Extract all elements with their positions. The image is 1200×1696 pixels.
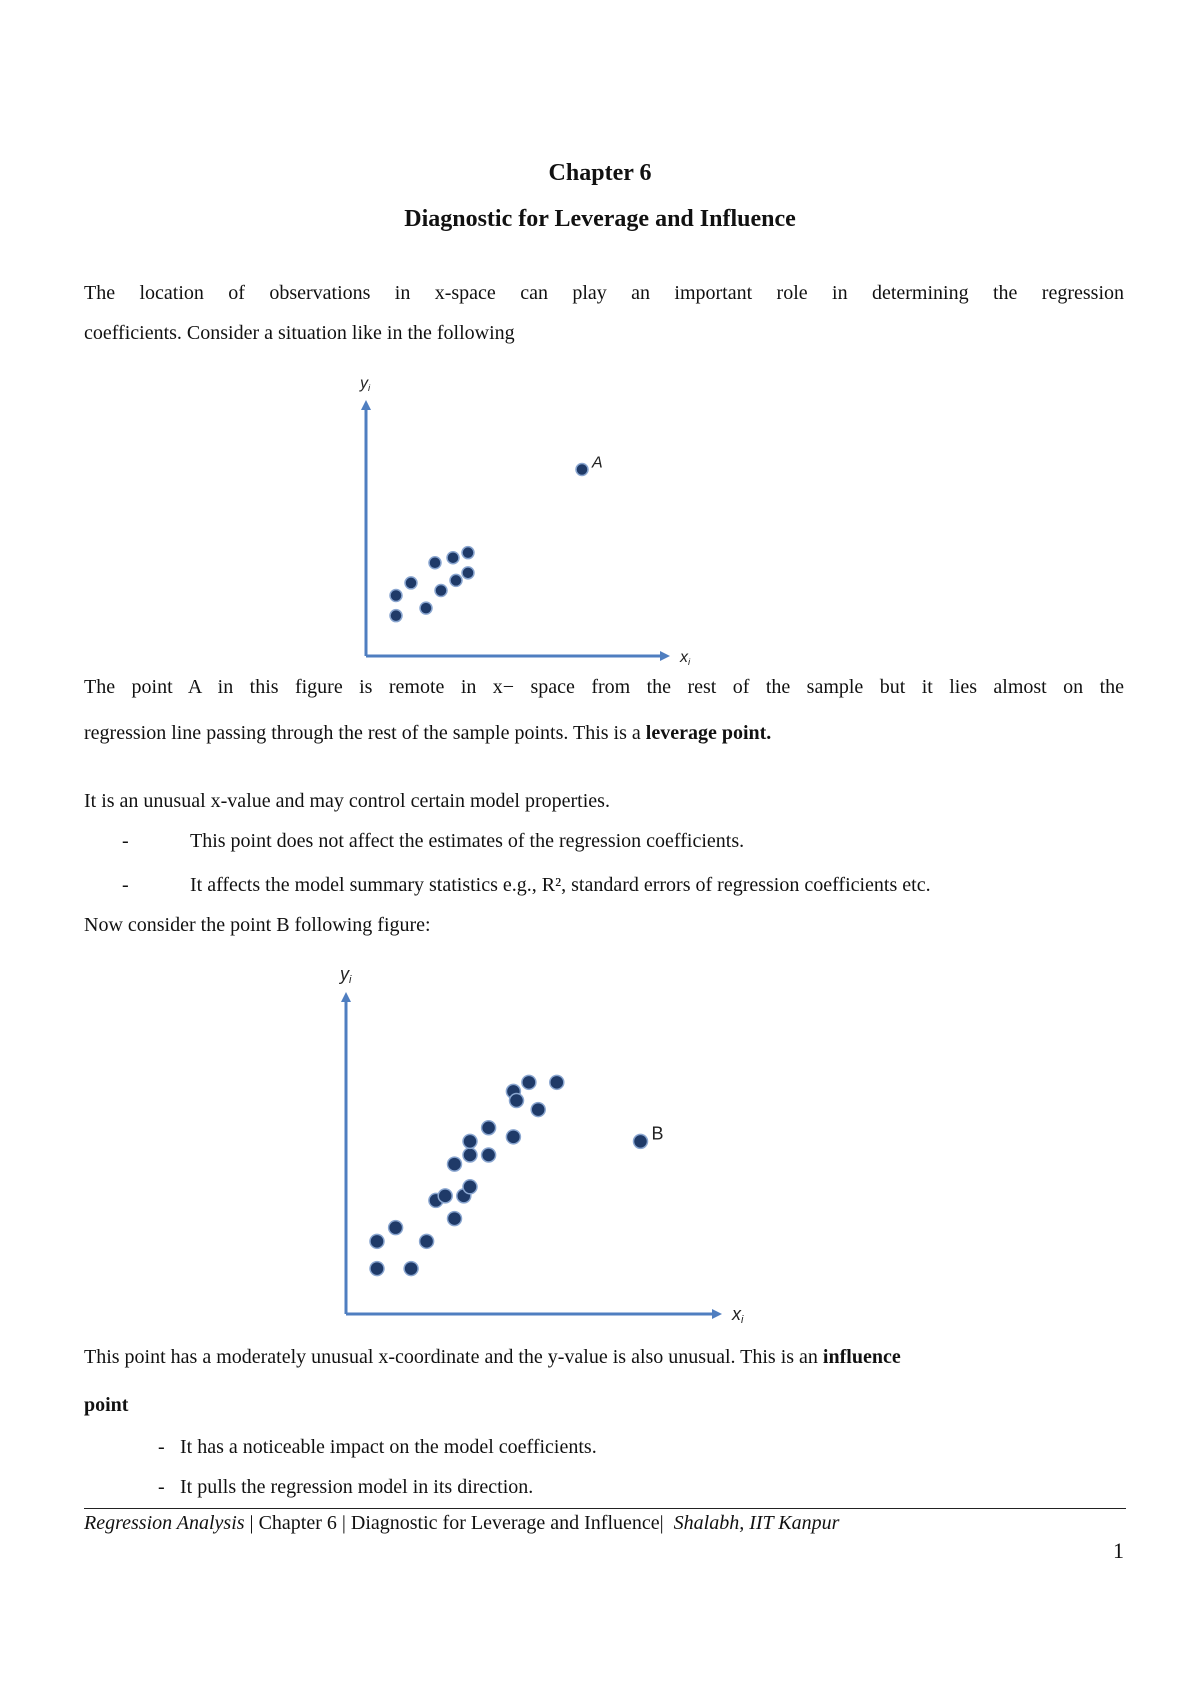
footer-book-title: Regression Analysis [84, 1512, 245, 1534]
influence-line-1-text: This point has a moderately unusual x-coordinate and the y-value is also unusual. This is an [84, 1346, 823, 1368]
figure-2-data-point [522, 1075, 536, 1089]
figure-2-data-point [463, 1134, 477, 1148]
chapter-title: Diagnostic for Leverage and Influence [404, 206, 796, 232]
figure-2-data-point [506, 1130, 520, 1144]
figure-1-point-label: A [592, 454, 603, 472]
figure-1-x-axis-label: xi [680, 649, 691, 668]
figure-2-data-point [448, 1212, 462, 1226]
bullet-dash: - [122, 830, 129, 852]
leverage-line-2 [84, 722, 771, 745]
influence-point-term: point [84, 1394, 129, 1416]
figure-1-data-point [429, 557, 441, 569]
figure-1-data-point [390, 610, 402, 622]
footer-separator: | [341, 1512, 346, 1534]
intro-line-2: coefficients. Consider a situation like in the following [84, 322, 515, 344]
figure-2-data-point [420, 1234, 434, 1248]
figure-2-data-point [370, 1234, 384, 1248]
influence-line-2 [84, 1394, 128, 1417]
figure-2-data-point [634, 1134, 648, 1148]
figure-2-x-axis-label: xi [732, 1304, 744, 1326]
figure-2-data-point [370, 1262, 384, 1276]
transition-sentence: Now consider the point B following figure: [84, 914, 431, 936]
figure-2-data-point [463, 1180, 477, 1194]
figure-2-data-point [531, 1103, 545, 1117]
influence-bullet-1: It has a noticeable impact on the model coefficients. [180, 1436, 597, 1458]
figure-1-data-point [462, 547, 474, 559]
footer-separator: | [659, 1512, 664, 1534]
figure-2-y-axis-label: yi [340, 964, 352, 986]
figure-1-data-point [420, 602, 432, 614]
influence-bullet-2: It pulls the regression model in its direction. [180, 1476, 534, 1498]
footer-chapter: Chapter 6 [258, 1512, 337, 1534]
influence-term: influence [822, 1346, 901, 1368]
influence-line-1 [84, 1346, 1124, 1369]
figure-2-data-point [550, 1075, 564, 1089]
chapter-heading: Chapter 6 [548, 160, 652, 186]
figure-2-data-point [482, 1148, 496, 1162]
figure-2-point-label: B [651, 1123, 664, 1144]
figure-2-data-point [389, 1221, 403, 1235]
page-number: 1 [1113, 1538, 1124, 1563]
figure-2-data-point [510, 1093, 524, 1107]
figure-2-data-point [404, 1262, 418, 1276]
figure-2-data-point [463, 1148, 477, 1162]
page-footer [84, 1512, 839, 1535]
leverage-line-2-text: regression line passing through the rest of the sample points. This is a [84, 722, 646, 744]
figure-1-data-point [447, 552, 459, 564]
leverage-bullet-2: It affects the model summary statistics e.g., R², standard errors of regression coefficients etc. [190, 874, 931, 896]
figure-1-data-point [435, 584, 447, 596]
figure-1-data-point [450, 574, 462, 586]
bullet-dash: - [122, 874, 129, 896]
figure-2-data-point [438, 1189, 452, 1203]
figure-2-data-point [448, 1157, 462, 1171]
footer-separator: | [249, 1512, 254, 1534]
leverage-bullet-1: This point does not affect the estimates of the regression coefficients. [190, 830, 745, 852]
bullet-dash: - [158, 1436, 165, 1458]
bullet-dash: - [158, 1476, 165, 1498]
footer-divider [84, 1508, 1126, 1509]
figure-1-data-point [462, 567, 474, 579]
figure-1-data-point [390, 590, 402, 602]
figure-2-data-point [482, 1121, 496, 1135]
leverage-line-1: The point A in this figure is remote in x− space from the rest of the sample but it lies almost on the [84, 676, 1124, 698]
footer-section: Diagnostic for Leverage and Influence [350, 1512, 660, 1534]
figure-1-y-axis-label: yi [360, 375, 371, 394]
figure-1-data-point [405, 577, 417, 589]
figure-1-data-point [576, 464, 588, 476]
footer-author: Shalabh, IIT Kanpur [673, 1512, 840, 1534]
leverage-point-term: leverage point. [645, 722, 772, 744]
intro-line-1: The location of observations in x-space can play an important role in determining the regression [84, 282, 1124, 304]
unusual-x-sentence: It is an unusual x-value and may control certain model properties. [84, 790, 610, 812]
